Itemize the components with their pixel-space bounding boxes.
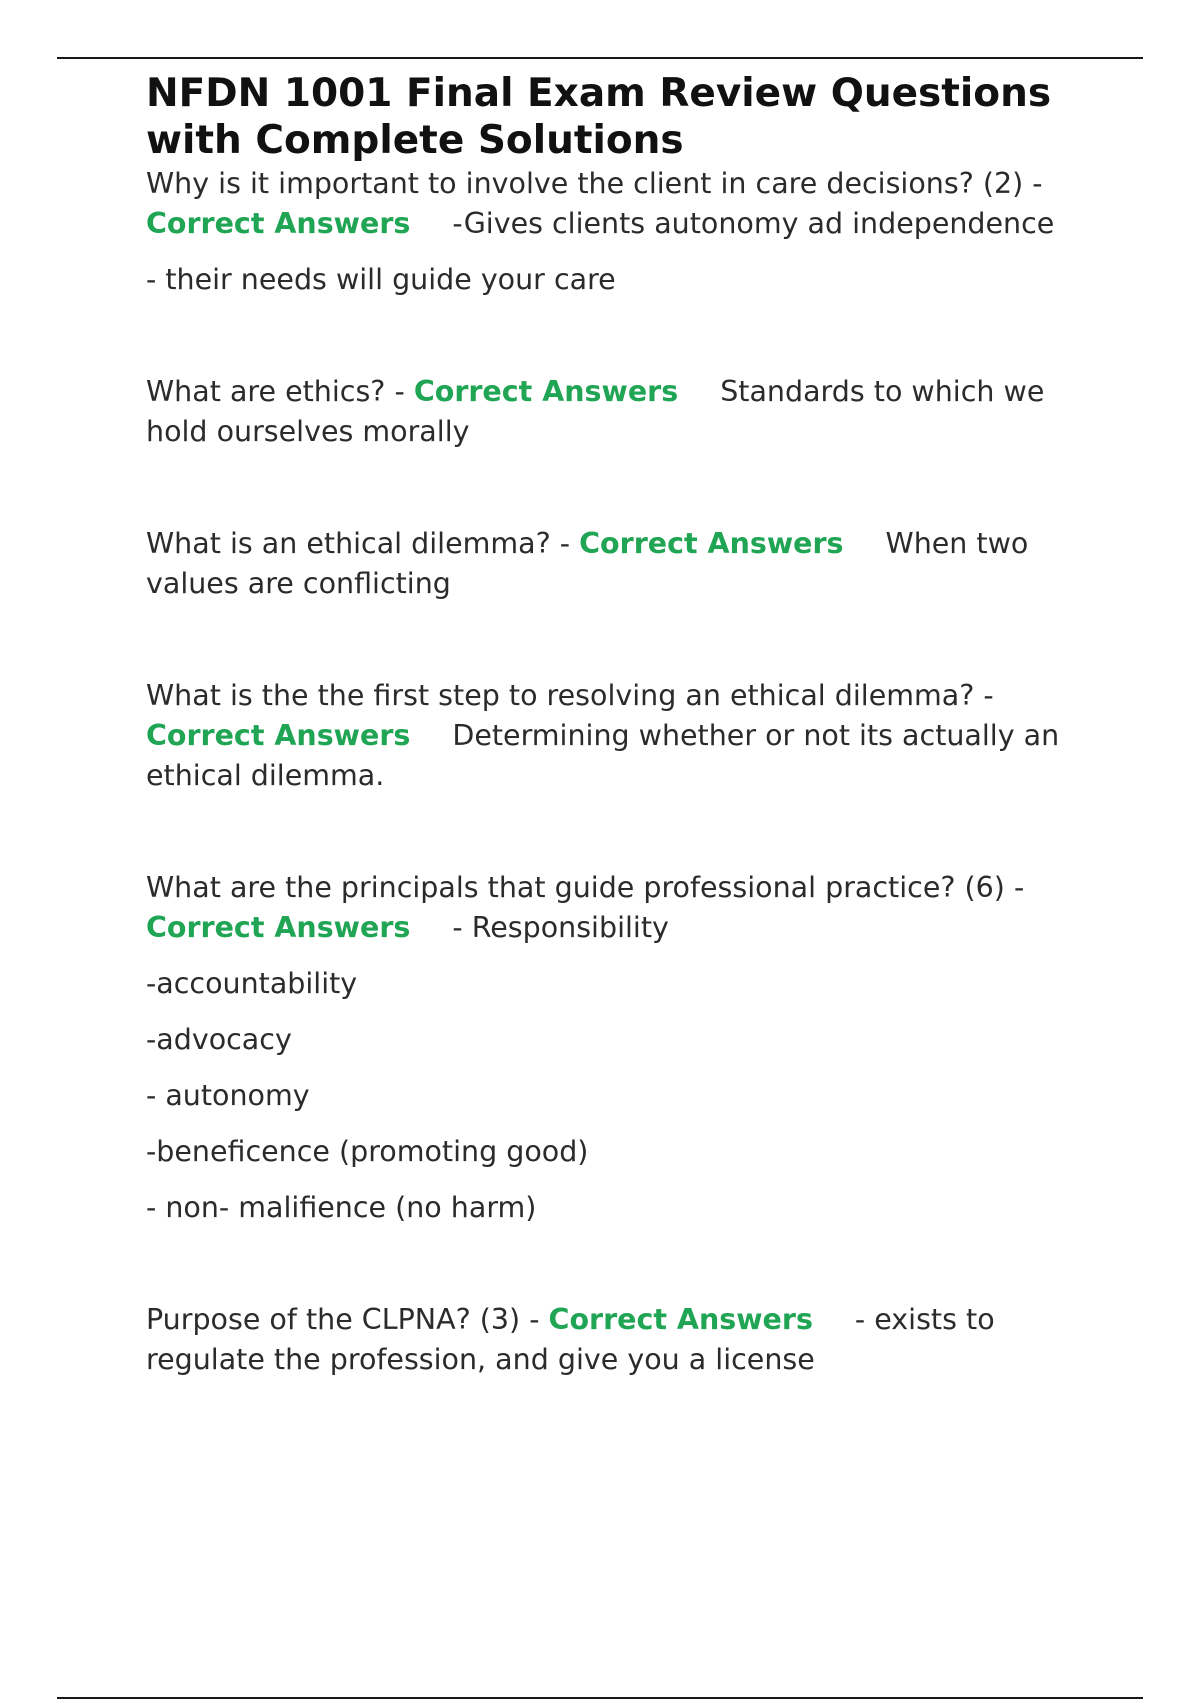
question-text: Why is it important to involve the client in care decisions? (2) -: [146, 167, 1043, 200]
answer-text: Determining whether or not its actually an ethical dilemma.: [146, 719, 1060, 792]
document-title: NFDN 1001 Final Exam Review Questions with Complete Solutions: [146, 71, 1052, 163]
top-rule: [57, 57, 1143, 59]
correct-answers-label: Correct Answers: [548, 1303, 813, 1336]
question-text: Purpose of the CLPNA? (3) -: [146, 1303, 549, 1336]
answer-line: -beneficence (promoting good): [146, 1135, 589, 1168]
qa-item-1: [146, 164, 1096, 244]
question-text: What is an ethical dilemma? -: [146, 527, 580, 560]
qa-item-5: [146, 868, 1096, 948]
qa-item-2: [146, 372, 1096, 452]
answer-text: -Gives clients autonomy ad independence: [452, 207, 1055, 240]
bottom-rule: [57, 1697, 1143, 1699]
correct-answers-label: Correct Answers: [413, 375, 679, 408]
answer-text: Standards to which we hold ourselves morally: [146, 375, 1045, 448]
correct-answers-label: Correct Answers: [146, 207, 411, 240]
answer-line: -advocacy: [146, 1023, 292, 1056]
qa-item-4: [146, 676, 1096, 796]
qa-item-3: [146, 524, 1096, 604]
answer-text: - exists to regulate the profession, and give you a license: [146, 1303, 995, 1376]
answer-line: -accountability: [146, 967, 358, 1000]
answer-text: When two values are conflicting: [146, 527, 1029, 600]
answer-line: - autonomy: [146, 1079, 310, 1112]
correct-answers-label: Correct Answers: [146, 911, 411, 944]
question-text: What is the the first step to resolving an ethical dilemma? -: [146, 679, 994, 712]
document-body: [146, 70, 1096, 1380]
answer-line: - non- malifience (no harm): [146, 1191, 537, 1224]
correct-answers-label: Correct Answers: [146, 719, 411, 752]
answer-line: - their needs will guide your care: [146, 263, 616, 296]
qa-item-6: [146, 1300, 1096, 1380]
answer-text: - Responsibility: [452, 911, 669, 944]
question-text: What are the principals that guide professional practice? (6) -: [146, 871, 1025, 904]
question-text: What are ethics? -: [146, 375, 414, 408]
correct-answers-label: Correct Answers: [579, 527, 844, 560]
